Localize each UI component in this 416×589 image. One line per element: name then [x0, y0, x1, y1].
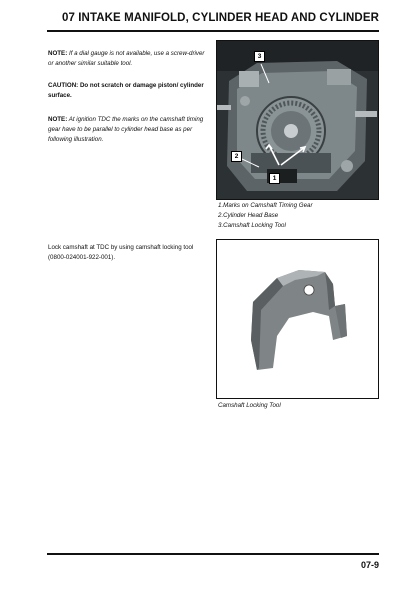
engine-photo	[216, 40, 379, 200]
figure1-captions	[218, 201, 313, 231]
locking-tool-photo	[216, 239, 379, 399]
note-label: NOTE:	[48, 116, 68, 123]
note-text: If a dial gauge is not available, use a screw-driver or another similar suitable tool.	[48, 50, 205, 67]
note-dial-gauge	[48, 49, 210, 69]
page-number: 07-9	[360, 560, 379, 570]
caption-head-base: 2.Cylinder Head Base	[218, 212, 279, 219]
note-label: NOTE:	[48, 50, 68, 57]
callout-3: 3	[254, 51, 265, 62]
page-header-title: 07 INTAKE MANIFOLD, CYLINDER HEAD AND CYLINDER	[61, 12, 379, 24]
callout-2: 2	[231, 151, 242, 162]
caution-text: CAUTION: Do not scratch or damage piston/ cylinder surface.	[48, 82, 204, 99]
header-rule	[47, 30, 379, 32]
engine-photo-illustration	[217, 41, 378, 199]
lock-camshaft-text: Lock camshaft at TDC by using camshaft locking tool (0800-024001-922-001).	[48, 244, 194, 261]
caption-locking-tool-figure: Camshaft Locking Tool	[218, 402, 281, 409]
callout-1: 1	[269, 173, 280, 184]
caption-timing-gear: 1.Marks on Camshaft Timing Gear	[218, 202, 313, 209]
note-ignition-tdc	[48, 115, 210, 145]
footer-rule	[47, 553, 379, 555]
caption-locking-tool: 3.Camshaft Locking Tool	[218, 222, 286, 229]
locking-tool-illustration	[217, 240, 378, 398]
note-text: At ignition TDC the marks on the camshaft timing gear have to be parallel to cylinder head base as per following illustration.	[48, 116, 204, 143]
